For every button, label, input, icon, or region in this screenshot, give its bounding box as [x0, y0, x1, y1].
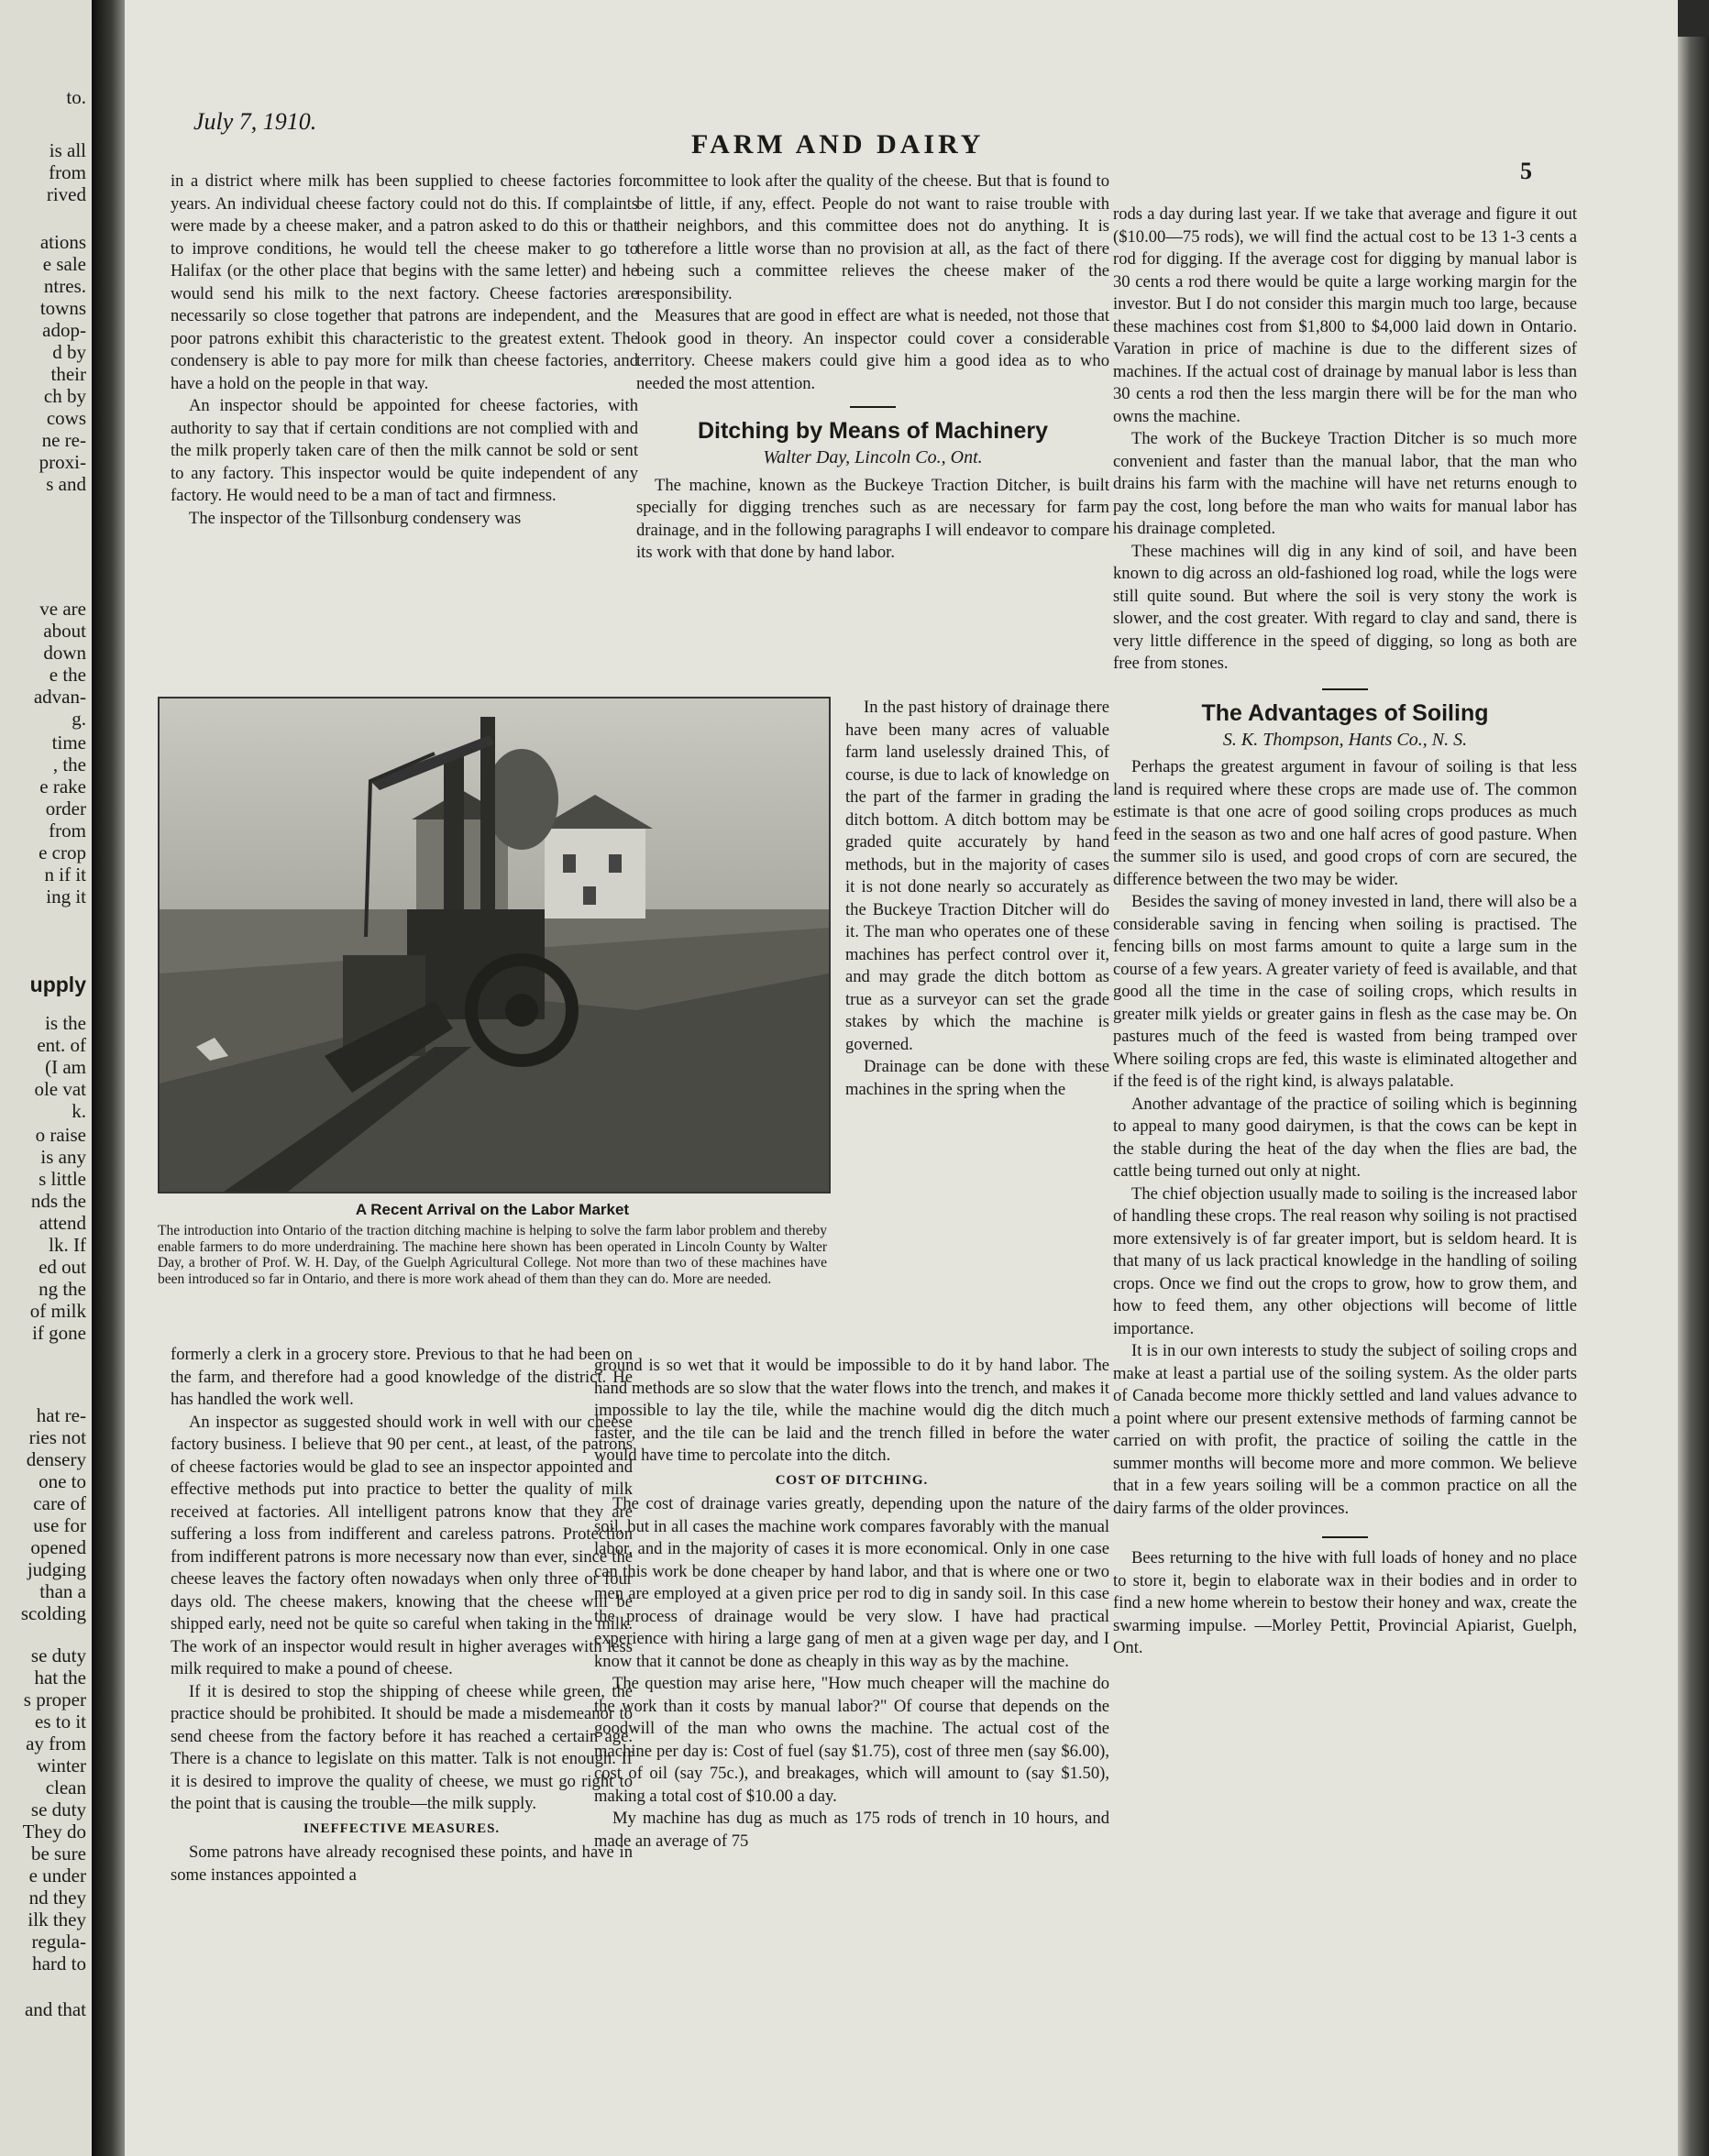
- binding-gutter: [92, 0, 125, 2156]
- strip-text-fragment: densery: [26, 1448, 86, 1470]
- paragraph: committee to look after the quality of the cheese. But that is found to be of little, if any, effect. People do not want to raise trouble with their neighbors, and this committee does not do anything. It is therefore a little worse than no provision at all, as the fact of there being such a committee relieves the cheese maker of the responsibility.: [636, 171, 1109, 303]
- column-3: [1113, 204, 1577, 1660]
- strip-text-fragment: to.: [66, 86, 86, 108]
- strip-text-fragment: , the: [52, 754, 86, 776]
- paragraph: The inspector of the Tillsonburg condensery was: [189, 508, 522, 528]
- strip-text-fragment: e sale: [42, 253, 86, 275]
- paragraph: It is in our own interests to study the subject of soiling crops and make at least a partial use of the soiling system. As the older parts of Canada become more thickly settled and land values advance to a point where our present extensive methods of farming cannot be carried on with profit, the practice of soiling the cattle in the summer months will become more and more common. We believe that in a few years soiling will be a common practice on all the dairy farms of the older provinces.: [1113, 1341, 1577, 1518]
- strip-text-fragment: o raise: [35, 1124, 86, 1146]
- paragraph: An inspector should be appointed for cheese factories, with authority to say that if certain conditions are not complied with and the milk properly taken care of then the milk cannot be sold or sent to any factory. This inspector would be quite independent of any factory. He would need to be a man of tact and firmness.: [171, 396, 638, 505]
- newspaper-page: [125, 0, 1678, 2156]
- paragraph: formerly a clerk in a grocery store. Previous to that he had been on the farm, and therefore had a good knowledge of the district. He has handled the work well.: [171, 1345, 633, 1409]
- paragraph: The machine, known as the Buckeye Traction Ditcher, is built specially for digging trenches such as are necessary for farm drainage, and in the following paragraphs I will endeavor to compare its work with that done by hand labor.: [636, 475, 1109, 562]
- strip-text-fragment: nds the: [30, 1190, 86, 1212]
- column-2-top: [636, 170, 1109, 565]
- subheading-cost-of-ditching: COST OF DITCHING.: [775, 1472, 929, 1488]
- paragraph: My machine has dug as much as 175 rods of trench in 10 hours, and made an average of 75: [594, 1809, 1109, 1851]
- strip-text-fragment: judging: [27, 1558, 86, 1580]
- section-divider: [1322, 688, 1368, 690]
- strip-text-fragment: ed out: [39, 1256, 86, 1278]
- strip-text-fragment: towns: [39, 297, 86, 319]
- adjacent-page-strip: [0, 0, 92, 2156]
- strip-text-fragment: They do: [22, 1820, 86, 1842]
- strip-text-fragment: g.: [72, 708, 86, 730]
- issue-date: July 7, 1910.: [193, 108, 317, 135]
- strip-text-fragment: ne re-: [41, 429, 86, 451]
- strip-text-fragment: from: [49, 161, 86, 183]
- ditching-headline: Ditching by Means of Machinery: [697, 418, 1048, 444]
- strip-text-fragment: n if it: [44, 864, 86, 886]
- strip-text-fragment: of milk: [29, 1300, 86, 1322]
- strip-text-fragment: ole vat: [34, 1078, 86, 1100]
- section-divider: [1322, 1536, 1368, 1538]
- strip-text-fragment: one to: [39, 1470, 86, 1492]
- strip-text-fragment: s proper: [23, 1688, 86, 1710]
- strip-text-fragment: adop-: [42, 319, 86, 341]
- strip-text-fragment: ilk they: [28, 1908, 86, 1930]
- strip-text-fragment: ntres.: [43, 275, 86, 297]
- strip-text-fragment: se duty: [30, 1798, 86, 1820]
- strip-text-fragment: opened: [30, 1536, 86, 1558]
- strip-text-fragment: ch by: [43, 385, 86, 407]
- strip-text-fragment: care of: [33, 1492, 86, 1514]
- strip-text-fragment: clean: [45, 1776, 86, 1798]
- strip-text-fragment: if gone: [32, 1322, 86, 1344]
- strip-text-fragment: ay from: [26, 1732, 86, 1754]
- strip-text-fragment: proxi-: [39, 451, 86, 473]
- column-2-bottom: [594, 1355, 1109, 1853]
- column-1-top: [171, 170, 638, 530]
- strip-text-fragment: hat the: [34, 1666, 86, 1688]
- strip-text-fragment: e the: [49, 664, 86, 686]
- strip-text-fragment: upply: [29, 973, 86, 996]
- paragraph: Measures that are good in effect are what is needed, not those that look good in theory. An inspector could cover a considerable territory. Cheese makers could give him a good idea as to who needed the most attention.: [636, 306, 1109, 393]
- paragraph: Some patrons have already recognised these points, and have in some instances appointed a: [171, 1842, 633, 1885]
- strip-text-fragment: and that: [24, 1998, 86, 2020]
- strip-text-fragment: ent. of: [37, 1034, 86, 1056]
- bees-note: Bees returning to the hive with full loads of honey and no place to store it, begin to elaborate wax in their bodies and in order to find a new home wherein to bestow their honey and wax, create the swarming impulse. —Morley Pettit, Provincial Apiarist, Guelph, Ont.: [1113, 1548, 1577, 1657]
- paragraph: The question may arise here, "How much cheaper will the machine do the work than it costs by manual labor?" Of course that depends on the goodwill of the man who owns the machine. The actual cost of the machine per day is: Cost of fuel (say $1.75), cost of three men (say $6.00), cost of oil (say 75c.), and breakages, which will amount to (say $1.50), making a total cost of $10.00 a day.: [594, 1674, 1109, 1806]
- strip-text-fragment: time: [51, 732, 86, 754]
- strip-text-fragment: ng the: [39, 1278, 86, 1300]
- paragraph: The chief objection usually made to soiling is the increased labor of handling these crops. The real reason why soiling is not practised more extensively is of far greater import, but is seldom heard. It is that many of us lack practical knowledge in the handling of soiling crops. Once we find out the crops to grow, how to grow them, and how to feed them, any other objections will become of little importance.: [1113, 1183, 1577, 1338]
- strip-text-fragment: ries not: [28, 1426, 86, 1448]
- strip-text-fragment: is all: [49, 139, 86, 161]
- strip-text-fragment: d by: [52, 341, 86, 363]
- strip-text-fragment: than a: [39, 1580, 86, 1602]
- page-edge-shadow: [1678, 37, 1709, 2156]
- paragraph: Perhaps the greatest argument in favour of soiling is that less land is required where these crops are made use of. The common estimate is that one acre of good soiling crops produces as much feed in the season as two and one half acres of good pasture. When the summer silo is used, and good crops of corn are secured, the difference between the two may be wider.: [1113, 757, 1577, 889]
- ditching-byline: Walter Day, Lincoln Co., Ont.: [763, 447, 983, 468]
- strip-text-fragment: winter: [37, 1754, 86, 1776]
- strip-text-fragment: ations: [39, 231, 86, 253]
- strip-text-fragment: (I am: [45, 1056, 86, 1078]
- strip-text-fragment: e rake: [39, 776, 86, 798]
- photo-caption-title: A Recent Arrival on the Labor Market: [355, 1201, 630, 1218]
- strip-text-fragment: e crop: [39, 842, 86, 864]
- masthead-title: FARM AND DAIRY: [691, 129, 985, 160]
- strip-text-fragment: hard to: [32, 1952, 86, 1974]
- paragraph: Another advantage of the practice of soiling which is beginning to appeal to many good dairymen, is that the cows can be kept in the stable during the heat of the day when the flies are bad, the cattle being turned out only at night.: [1113, 1094, 1577, 1181]
- ditcher-photo: [158, 697, 831, 1194]
- paragraph: in a district where milk has been supplied to cheese factories for years. An individual cheese factory could not do this. If complaints were made by a cheese maker, and a patron asked to do this or that to improve conditions, he would tell the cheese maker to go to Halifax (or the other place that begins with the same letter) and he would send his milk to the next factory. Cheese factories are necessarily so close together that patrons are independent, and the poor patrons exhibit this characteristic to the greatest extent. The condensery is able to pay more for milk than cheese factories, and have a hold on the people in that way.: [171, 171, 638, 393]
- photo-caption-text: The introduction into Ontario of the traction ditching machine is helping to solve the farm labor problem and thereby enable farmers to do more underdraining. The machine here shown has been operated in Lincoln County by Walter Day, a brother of Prof. W. H. Day, of the Guelph Agricultural College. Not more than two of these machines have been introduced so far in Ontario, and there is more work ahead of them than they can do. More are needed.: [158, 1223, 827, 1287]
- strip-text-fragment: their: [50, 363, 86, 385]
- strip-text-fragment: ing it: [46, 886, 86, 908]
- subheading-ineffective-measures: INEFFECTIVE MEASURES.: [303, 1820, 501, 1836]
- strip-text-fragment: regula-: [31, 1930, 86, 1952]
- strip-text-fragment: be sure: [30, 1842, 86, 1864]
- page-number: 5: [1520, 158, 1532, 184]
- strip-text-fragment: is the: [45, 1012, 86, 1034]
- strip-text-fragment: rived: [46, 183, 86, 205]
- strip-text-fragment: nd they: [28, 1886, 86, 1908]
- paragraph: rods a day during last year. If we take that average and figure it out ($10.00—75 rods), we will find the actual cost to be 13 1-3 cents a rod for digging. If the average cost for digging by manual labor is 30 cents a rod there would be quite a large working margin for the investor. But I do not consider this margin much too large, because these machines cost from $1,800 to $4,000 laid down in Ontario. Varation in price of machine is due to the different sizes of machines. If the actual cost of drainage by manual labor is less than 30 cents a rod then the less margin there will be for the man who owns the machine.: [1113, 204, 1577, 426]
- ditcher-photo-illustration: [160, 698, 829, 1192]
- paragraph: An inspector as suggested should work in well with our cheese factory business. I believe that 90 per cent., at least, of the patrons of cheese factories would be glad to see an inspector appointed and effective methods put into practice to better the quality of milk received at factories. All intelligent patrons know that they are suffering a loss from indifferent and careless patrons. Protection from indifferent patrons is more necessary now than ever, since the cheese leaves the factory often nowadays when only three or four days old. The cheese makers, knowing that the cheese will be shipped early, need not be quite so careful when taking in the milk. The work of an inspector would result in higher averages with less milk required to make a pound of cheese.: [171, 1412, 633, 1678]
- strip-text-fragment: lk. If: [49, 1234, 86, 1256]
- strip-text-fragment: about: [43, 620, 86, 642]
- column-2-wrap: [845, 697, 1109, 1101]
- strip-text-fragment: s and: [46, 473, 86, 495]
- strip-text-fragment: attend: [39, 1212, 86, 1234]
- strip-text-fragment: is any: [40, 1146, 86, 1168]
- paragraph: The cost of drainage varies greatly, depending upon the nature of the soil, but in all cases the machine work compares favorably with the manual labor, and in the majority of cases it is more economical. Only in one case can this work be done cheaper by hand labor, and that is where one or two men are employed at a given price per rod to dig in sandy soil. In this case the process of drainage would be very slow. I have had practical experience with hiring a large gang of men at a given wage per day, and I know that it cannot be done as cheaply in this way as by the machine.: [594, 1494, 1109, 1671]
- strip-text-fragment: from: [49, 820, 86, 842]
- section-divider: [850, 406, 896, 408]
- strip-text-fragment: e under: [28, 1864, 86, 1886]
- strip-text-fragment: cows: [46, 407, 86, 429]
- strip-text-fragment: down: [43, 642, 86, 664]
- strip-text-fragment: advan-: [33, 686, 86, 708]
- strip-text-fragment: order: [45, 798, 86, 820]
- paragraph: The work of the Buckeye Traction Ditcher is so much more convenient and faster than the manual labor, that the man who drains his farm with the machine will have net returns enough to pay the cost, long before the man who waits for manual labor has his drainage completed.: [1113, 429, 1577, 538]
- strip-text-fragment: use for: [33, 1514, 86, 1536]
- soiling-byline: S. K. Thompson, Hants Co., N. S.: [1222, 729, 1468, 750]
- paragraph: These machines will dig in any kind of soil, and have been known to dig across an old-fashioned log road, while the logs were still quite sound. But where the soil is very stony the work is slower, and the cost greater. With regard to clay and sand, there is very little difference in the speed of digging, so long as both are free from stones.: [1113, 541, 1577, 673]
- column-1-bottom: [171, 1344, 633, 1886]
- strip-text-fragment: hat re-: [36, 1404, 86, 1426]
- paragraph: Besides the saving of money invested in land, there will also be a considerable saving in fencing when soiling is practised. The fencing bills on most farms amount to quite a large sum in the course of a few years. A greater variety of feed is available, and that good all the time in the case of soiling crops, which results in greater milk yields or greater gains in flesh as the case may be. On pastures much of the feed is wasted from being tramped over Where soiling crops are fed, this waste is eliminated altogether and if the feed is of the right kind, is always palatable.: [1113, 892, 1577, 1091]
- paragraph: If it is desired to stop the shipping of cheese while green, the practice should be prohibited. It should be made a misdemeanor to send cheese from the factory before it has reached a certain age. There is a chance to legislate on this matter. Talk is not enough. If it is desired to improve the quality of cheese, we must go right to the point that is causing the trouble—the milk supply.: [171, 1681, 633, 1813]
- soiling-headline: The Advantages of Soiling: [1201, 699, 1489, 726]
- strip-text-fragment: ve are: [39, 598, 86, 620]
- paragraph: Drainage can be done with these machines in the spring when the: [845, 1057, 1109, 1099]
- strip-text-fragment: k.: [72, 1100, 86, 1122]
- paragraph: ground is so wet that it would be impossible to do it by hand labor. The hand methods are so slow that the water flows into the trench, and makes it impossible to lay the tile, while the machine would dig the ditch much faster, and the tile can be laid and the trench filled in before the water would have time to percolate into the ditch.: [594, 1356, 1109, 1465]
- strip-text-fragment: es to it: [35, 1710, 86, 1732]
- strip-text-fragment: se duty: [30, 1644, 86, 1666]
- paragraph: In the past history of drainage there have been many acres of valuable farm land uselessly drained This, of course, is due to lack of knowledge on the part of the farmer in grading the ditch bottom. A ditch bottom may be graded quite accurately by hand methods, but in the majority of cases it is not done nearly so accurately as the Buckeye Traction Ditcher will do it. The man who operates one of these machines has perfect control over it, and may grade the ditch bottom as true as a surveyor can set the grade stakes by which the machine is governed.: [845, 698, 1109, 1054]
- strip-text-fragment: s little: [39, 1168, 86, 1190]
- strip-text-fragment: scolding: [20, 1602, 86, 1624]
